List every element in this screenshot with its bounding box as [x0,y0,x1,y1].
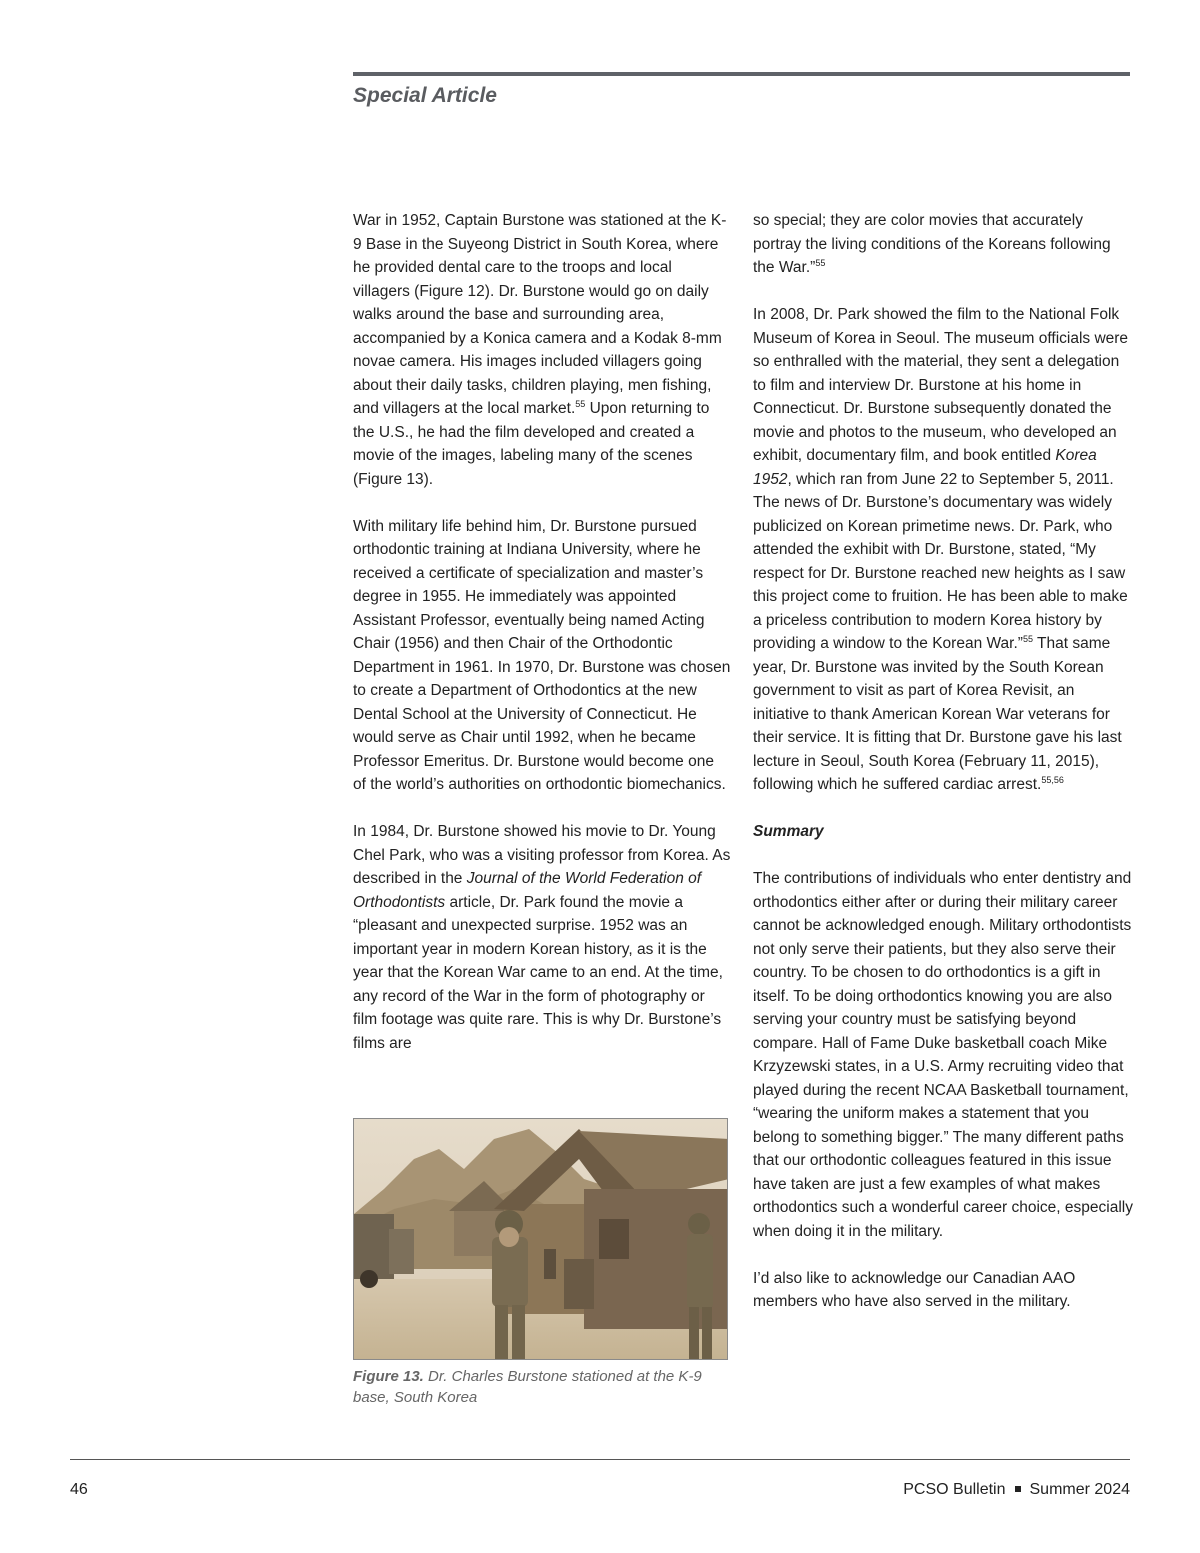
reference-superscript: 55 [1022,633,1033,644]
paragraph: I’d also like to acknowledge our Canadian AAO members who have also served in the military. [753,1269,1076,1310]
paragraph: so special; they are color movies that accurately portray the living conditions of the Koreans following the War.”$^{55}$ [753,212,1111,276]
right-column [753,209,1133,1314]
reference-superscript: 55,56 [1041,774,1064,785]
left-column [353,209,731,1055]
footer-rule [70,1459,1130,1460]
paragraph: In 2008, Dr. Park showed the film to the National Folk Museum of Korea in Seoul. The museum officials were so enthralled with the material, they sent a delegation to film and interview Dr. Burstone at his home in Connecticut. Dr. Burstone subsequently donated the movie and photos to the museum, who developed an exhibit, documentary film, and book entitled Korea 1952, which ran from June 22 to September 5, 2011. The news of Dr. Burstone’s documentary was widely publicized on Korean primetime news. Dr. Park, who attended the exhibit with Dr. Burstone, stated, “My respect for Dr. Burstone reached new heights as I saw this project come to fruition. He has been able to make a priceless contribution to modern Korea history by providing a window to the Korean War.”$^{55}$ That same year, Dr. Burstone was invited by the South Korean government to visit as part of Korea Revisit, an initiative to thank American Korean War veterans for their service. It is fitting that Dr. Burstone gave his last lecture in Seoul, South Korea (February 11, 2015), following which he suffered cardiac arrest.$^{55,56}$ [753,306,1129,793]
paragraph: War in 1952, Captain Burstone was stationed at the K-9 Base in the Suyeong District in South Korea, where he provided dental care to the troops and local villagers (Figure 12). Dr. Burstone would go on daily walks around the base and surrounding area, accompanied by a Konica camera and a Kodak 8-mm novae camera. His images included villagers going about their daily tasks, children playing, men fishing, and villagers at the local market.$^{55}$ Upon returning to the U.S., he had the film developed and created a movie of the images, labeling many of the scenes (Figure 13). [353,212,727,488]
paragraph: The contributions of individuals who enter dentistry and orthodontics either after or during their military career cannot be acknowledged enough. Military orthodontists not only serve their patients, but they also serve their country. To be chosen to do orthodontics is a gift in itself. To be doing orthodontics knowing you are also serving your country must be satisfying beyond compare. Hall of Fame Duke basketball coach Mike Krzyzewski states, in a U.S. Army recruiting video that played during the recent NCAA Basketball tournament, “wearing the uniform makes a statement that you belong to something bigger.” The many different paths that our orthodontic colleagues featured in this issue have taken are just a few examples of what makes orthodontics such a wonderful career choice, especially when doing it in the military. [753,870,1133,1240]
paragraph: With military life behind him, Dr. Burstone pursued orthodontic training at Indiana University, where he received a certificate of specialization and master’s degree in 1955. He immediately was appointed Assistant Professor, eventually being named Acting Chair (1956) and then Chair of the Orthodontic Department in 1961. In 1970, Dr. Burstone was chosen to create a Department of Orthodontics at the new Dental School at the University of Connecticut. He would serve as Chair until 1992, when he became Professor Emeritus. Dr. Burstone would become one of the world’s authorities on orthodontic biomechanics. [353,517,731,793]
issue-name: Summer 2024 [1029,1481,1130,1498]
reference-superscript: 55 [575,398,586,409]
summary-heading: Summary [753,823,824,840]
publication-name: PCSO Bulletin [903,1481,1006,1498]
header-rule [353,72,1130,76]
book-title: Korea 1952 [753,447,1097,488]
figure-label: Figure 13. [353,1368,424,1385]
section-label: Special Article [353,84,497,107]
figure-caption: Figure 13. Dr. Charles Burstone stationed at the K-9 base, South Korea [353,1368,702,1406]
journal-title: Journal of the World Federation of Orthodontists [353,870,702,911]
square-bullet-icon [1015,1486,1021,1492]
figure-13-photo [353,1118,728,1360]
paragraph: In 1984, Dr. Burstone showed his movie to Dr. Young Chel Park, who was a visiting professor from Korea. As described in the Journal of the World Federation of Orthodontists article, Dr. Park found the movie a “pleasant and unexpected surprise. 1952 was an important year in modern Korean history, as it is the year that the Korean War came to an end. At the time, any record of the War in the form of photography or film footage was quite rare. This is why Dr. Burstone’s films are [353,823,731,1052]
page-number: 46 [70,1481,88,1498]
reference-superscript: 55 [815,257,826,268]
footer-publication [903,1481,1130,1499]
